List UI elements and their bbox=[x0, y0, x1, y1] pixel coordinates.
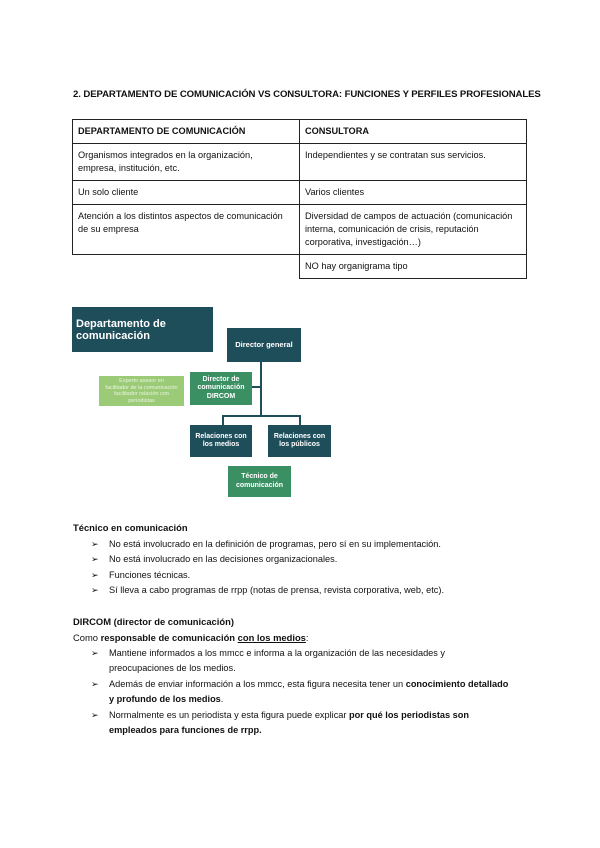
dircom-line: DIRCOM bbox=[206, 392, 236, 400]
director-general-label: Director general bbox=[235, 340, 293, 349]
director-general-box bbox=[227, 328, 301, 362]
arrow-bullet-icon: ➢ bbox=[91, 554, 99, 565]
connector-line bbox=[222, 415, 300, 417]
public-relations-box bbox=[268, 425, 331, 457]
dircom-intro-underline: con los medios bbox=[237, 632, 306, 643]
connector-line bbox=[299, 415, 301, 425]
list-item-text: Además de enviar información a los mmcc, esta figura necesita tener un bbox=[109, 678, 406, 689]
dircom-intro-post: : bbox=[305, 632, 309, 643]
list-item-text: . bbox=[220, 694, 224, 705]
table-cell-empty bbox=[73, 255, 300, 279]
dircom-intro-bold: responsable de comunicación bbox=[100, 632, 238, 643]
arrow-bullet-icon: ➢ bbox=[91, 678, 99, 689]
public-relations-line: Relaciones con bbox=[273, 432, 326, 440]
media-relations-box bbox=[190, 425, 252, 457]
arrow-bullet-icon: ➢ bbox=[91, 569, 99, 580]
org-chart-title bbox=[72, 307, 213, 352]
tecnico-bullet-list bbox=[91, 537, 531, 599]
arrow-bullet-icon: ➢ bbox=[91, 539, 99, 549]
technician-line: comunicación bbox=[235, 481, 284, 489]
connector-line bbox=[260, 362, 262, 416]
table-cell: Varios clientes bbox=[300, 181, 527, 205]
list-item bbox=[91, 537, 531, 552]
table-header-cell: DEPARTAMENTO DE COMUNICACIÓN bbox=[73, 120, 300, 144]
list-item bbox=[91, 708, 511, 739]
org-chart-title-line: Departamento de bbox=[76, 318, 166, 330]
dircom-box bbox=[190, 372, 252, 405]
list-item-text: No está involucrado en las decisiones organizacionales. bbox=[109, 554, 338, 565]
list-item bbox=[91, 583, 531, 598]
list-item-text: No está involucrado en la definición de programas, pero sí en su implementación. bbox=[109, 539, 441, 549]
table-header-row bbox=[73, 120, 527, 144]
table-header-cell: CONSULTORA bbox=[300, 120, 527, 144]
advisor-line: Experto asesor en bbox=[119, 378, 164, 384]
table-cell: Atención a los distintos aspectos de comunicación de su empresa bbox=[73, 205, 300, 255]
connector-line bbox=[252, 386, 261, 388]
list-item-text: Funciones técnicas. bbox=[109, 569, 191, 580]
dircom-section-title: DIRCOM (director de comunicación) bbox=[73, 616, 234, 627]
table-cell: NO hay organigrama tipo bbox=[300, 255, 527, 279]
tecnico-section-title: Técnico en comunicación bbox=[73, 522, 188, 533]
media-relations-line: Relaciones con bbox=[195, 432, 247, 440]
advisor-line: facilitador relación con bbox=[114, 391, 169, 397]
table-cell: Un solo cliente bbox=[73, 181, 300, 205]
table-cell: Diversidad de campos de actuación (comunicación interna, comunicación de crisis, reputación corporativa, investigación…) bbox=[300, 205, 527, 255]
public-relations-line: los públicos bbox=[279, 441, 320, 448]
dircom-bullet-list bbox=[91, 646, 511, 738]
list-item-text: Normalmente es un periodista y esta figura puede explicar bbox=[109, 709, 350, 720]
table-row bbox=[73, 255, 527, 279]
advisor-line: periodistas bbox=[128, 397, 155, 404]
list-item bbox=[91, 568, 531, 583]
arrow-bullet-icon: ➢ bbox=[91, 709, 99, 720]
dircom-line: comunicación bbox=[197, 384, 245, 392]
connector-line bbox=[222, 415, 224, 425]
media-relations-line: los medios bbox=[202, 441, 240, 448]
table-row bbox=[73, 205, 527, 255]
table-row bbox=[73, 181, 527, 205]
org-chart-title-line: comunicación bbox=[76, 330, 150, 342]
section-heading: 2. DEPARTAMENTO DE COMUNICACIÓN VS CONSULTORA: FUNCIONES Y PERFILES PROFESIONALES bbox=[73, 89, 541, 100]
list-item bbox=[91, 552, 531, 567]
technician-box bbox=[228, 466, 291, 497]
dircom-intro-pre: Como bbox=[73, 632, 101, 643]
list-item-text: Sí lleva a cabo programas de rrpp (notas de prensa, revista corporativa, web, etc). bbox=[109, 585, 444, 596]
list-item-text: Mantiene informados a los mmcc e informa a la organización de las necesidades y preocupaciones de los medios. bbox=[109, 648, 446, 674]
advisor-box bbox=[99, 376, 184, 406]
table-row bbox=[73, 144, 527, 181]
comparison-table bbox=[72, 119, 527, 279]
list-item bbox=[91, 677, 511, 708]
table-cell: Organismos integrados en la organización, empresa, institución, etc. bbox=[73, 144, 300, 181]
table-cell: Independientes y se contratan sus servicios. bbox=[300, 144, 527, 181]
list-item-bold: por qué los periodistas son empleados para funciones de rrpp. bbox=[109, 709, 469, 736]
advisor-line: facilitador de la comunicación bbox=[105, 384, 178, 391]
list-item-bold: conocimiento detallado y profundo de los medios bbox=[109, 678, 509, 705]
arrow-bullet-icon: ➢ bbox=[91, 585, 99, 596]
dircom-intro bbox=[73, 632, 309, 643]
arrow-bullet-icon: ➢ bbox=[91, 648, 99, 658]
technician-line: Técnico de bbox=[241, 473, 278, 480]
dircom-line: Director de bbox=[202, 375, 240, 383]
list-item bbox=[91, 646, 511, 677]
